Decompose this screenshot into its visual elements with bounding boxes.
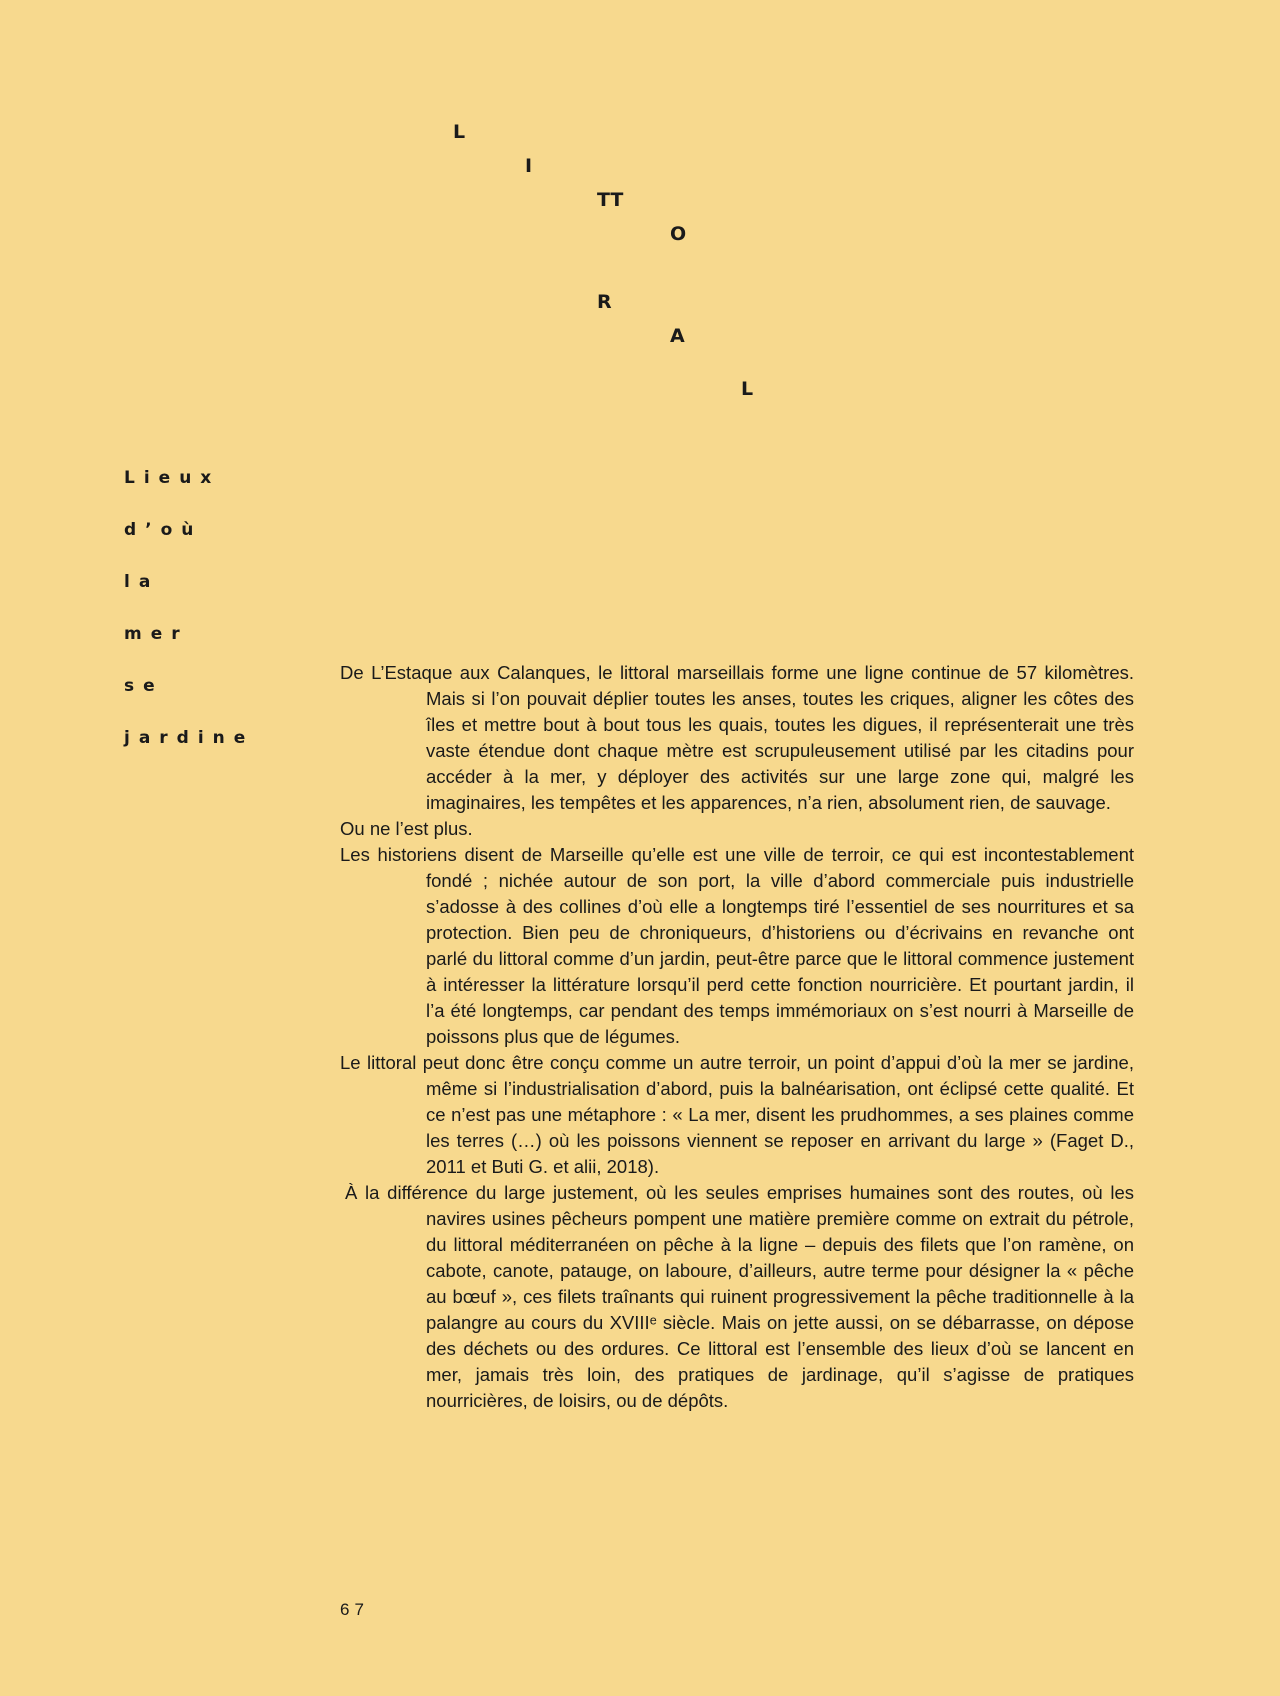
title-letter-7: L [741,378,754,400]
title-letter-5: R [597,291,612,313]
paragraph: Le littoral peut donc être conçu comme un autre terroir, un point d’appui d’où la mer se jardine, même si l’industrialisation d’abord, puis la balnéarisation, ont éclipsé cette qualité. Et ce n’est pas une métaphore : « La mer, disent les prudhommes, a ses plaines comme les terres (…) où les poissons viennent se reposer en arrivant du large » (Faget D., 2011 et Buti G. et alii, 2018). [340,1052,1134,1177]
subtitle-line: se [124,676,164,696]
title-letter-2: I [525,155,533,177]
paragraph: Ou ne l’est plus. [340,818,473,839]
subtitle [124,452,324,764]
paragraph: À la différence du large justement, où les seules emprises humaines sont des routes, où les navires usines pêcheurs pompent une matière première comme on extrait du pétrole, du littoral méditerranéen on pêche à la ligne – depuis des filets que l’on ramène, on cabote, canote, pataugе, on laboure, d’ailleurs, autre terme pour désigner la « pêche au bœuf », ces filets traînants qui ruinent progressivement la pêche traditionnelle à la palangre au cours du XVIIIᵉ siècle. Mais on jette aussi, on se débarrasse, on dépose des déchets ou des ordures. Ce littoral est l’ensemble des lieux d’où se lancent en mer, jamais très loin, des pratiques de jardinage, qu’il s’agisse de pratiques nourricières, de loisirs, ou de dépôts. [345,1182,1134,1411]
title-letter-1: L [453,121,466,143]
body-text [340,660,1134,1414]
title-letter-4: O [670,223,687,245]
subtitle-line: jardine [124,728,255,748]
subtitle-line: Lieux [124,468,221,488]
page-number: 67 [340,1600,369,1619]
subtitle-line: mer [124,624,189,644]
subtitle-line: la [124,572,160,592]
paragraph: Les historiens disent de Marseille qu’elle est une ville de terroir, ce qui est incontestablement fondé ; nichée autour de son port, la ville d’abord commerciale puis industrielle s’adosse à des collines d’où elle a longtemps tiré l’essentiel de ses nourritures et sa protection. Bien peu de chroniqueurs, d’historiens ou d’écrivains en revanche ont parlé du littoral comme d’un jardin, peut-être parce que le littoral commence justement à intéresser la littérature lorsqu’il perd cette fonction nourricière. Et pourtant jardin, il l’a été longtemps, car pendant des temps immémoriaux on s’est nourri à Marseille de poissons plus que de légumes. [340,844,1134,1047]
subtitle-line: d’où [124,520,203,540]
title-letter-6: A [670,325,685,347]
paragraph: De L’Estaque aux Calanques, le littoral marseillais forme une ligne continue de 57 kilomètres. Mais si l’on pouvait déplier toutes les anses, toutes les criques, aligner les côtes des îles et mettre bout à bout tous les quais, toutes les digues, il représenterait une très vaste étendue dont chaque mètre est scrupuleusement utilisé par les citadins pour accéder à la mer, y déployer des activités sur une large zone qui, malgré les imaginaires, les tempêtes et les apparences, n’a rien, absolument rien, de sauvage. [340,662,1134,813]
title-letter-3: TT [597,189,624,211]
